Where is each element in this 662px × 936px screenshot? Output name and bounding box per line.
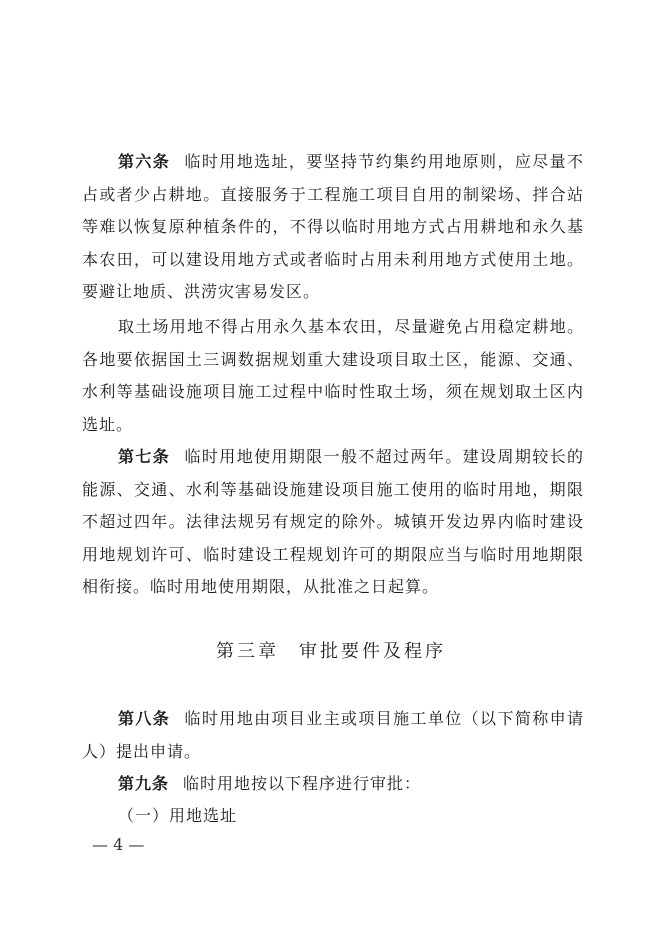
article-9-text: 临时用地按以下程序进行审批： [183,774,422,793]
list-item-1: （一）用地选址 [118,806,238,825]
article-8-paragraph [82,703,584,768]
article-6-second-text: 取土场用地不得占用永久基本农田，尽量避免占用稳定耕地。各地要依据国土三调数据规划重大建设项目取土区，能源、交通、水利等基础设施项目施工过程中临时性取土场，须在规划取土区内选址。 [82,317,584,434]
chapter-heading [0,637,662,663]
article-7-text: 临时用地使用期限一般不超过两年。建设周期较长的能源、交通、水利等基础设施建设项目施工使用的临时用地，期限不超过四年。法律法规另有规定的除外。城镇开发边界内临时建设用地规划许可、临时建设工程规划许可的期限应当与临时用地期限相衔接。临时用地使用期限，从批准之日起算。 [82,447,584,596]
article-6-second-paragraph [82,311,584,441]
page-number: — 4 — [92,835,145,854]
article-8-label: 第八条 [118,709,171,728]
article-6-label: 第六条 [118,152,171,171]
article-6-text: 临时用地选址，要坚持节约集约用地原则，应尽量不占或者少占耕地。直接服务于工程施工项目自用的制梁场、拌合站等难以恢复原种植条件的，不得以临时用地方式占用耕地和永久基本农田，可以建设用地方式或者临时占用未利用地方式使用土地。要避让地质、洪涝灾害易发区。 [82,152,584,301]
article-9-paragraph [82,768,584,801]
article-7-label: 第七条 [118,447,171,466]
article-6-paragraph [82,146,584,309]
chapter-number: 第三章 [216,641,279,662]
article-7-paragraph [82,441,584,604]
chapter-title: 审批要件及程序 [299,641,446,662]
article-8-text: 临时用地由项目业主或项目施工单位（以下简称申请人）提出申请。 [82,709,584,761]
article-9-label: 第九条 [118,774,170,793]
